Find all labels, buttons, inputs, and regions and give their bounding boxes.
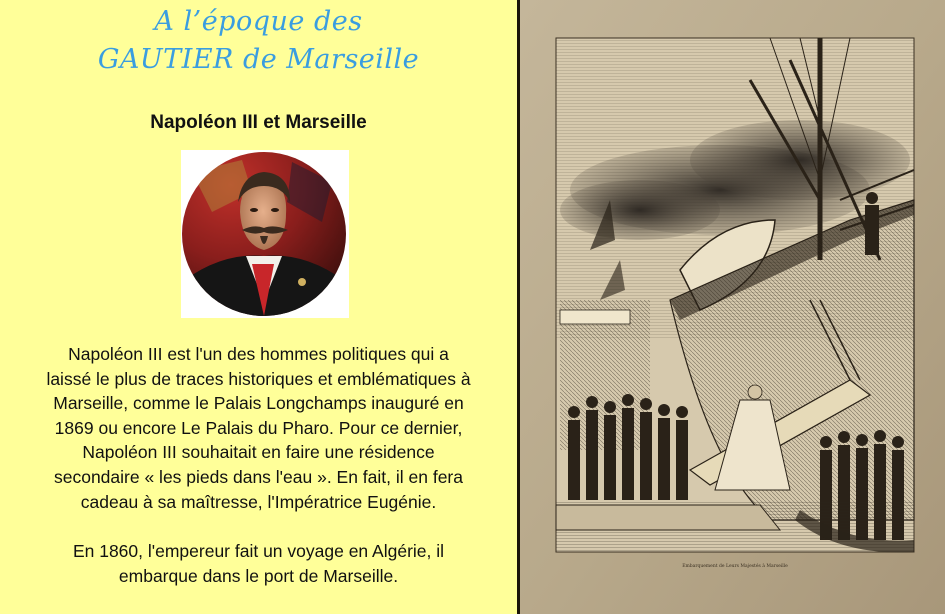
paragraph-1-line: laissé le plus de traces historiques et emblématiques à xyxy=(46,368,471,389)
article-paragraph-2 xyxy=(0,539,517,588)
paragraph-2-line: En 1860, l'empereur fait un voyage en Algérie, il xyxy=(72,541,445,561)
paragraph-1-line: 1869 ou encore Le Palais du Pharo. Pour ce dernier, xyxy=(54,417,463,438)
article-subtitle: Napoléon III et Marseille xyxy=(150,112,367,133)
article-paragraph-1 xyxy=(0,342,517,514)
engraving-panel xyxy=(520,0,945,614)
paragraph-1-line: Marseille, comme le Palais Longchamps inauguré en xyxy=(53,393,464,414)
engraving-caption: Embarquement de Leurs Majestés à Marseille xyxy=(682,564,788,569)
paragraph-2-line: embarque dans le port de Marseille. xyxy=(118,565,399,586)
paragraph-1-line: Napoléon III souhaitait en faire une résidence xyxy=(82,442,435,463)
paragraph-1-line: Napoléon III est l'un des hommes politiques qui a xyxy=(68,344,449,364)
embarkation-engraving-image xyxy=(520,0,945,614)
header-title-line1: A l’époque des xyxy=(154,6,363,37)
paragraph-1-line: cadeau à sa maîtresse, l'Impératrice Eugénie. xyxy=(80,491,437,512)
portrait-frame xyxy=(181,150,349,318)
header-title-line2: GAUTIER de Marseille xyxy=(97,44,420,75)
paragraph-1-line: secondaire « les pieds dans l'eau ». En fait, il en fera xyxy=(53,466,463,487)
napoleon-portrait-image xyxy=(182,152,346,316)
